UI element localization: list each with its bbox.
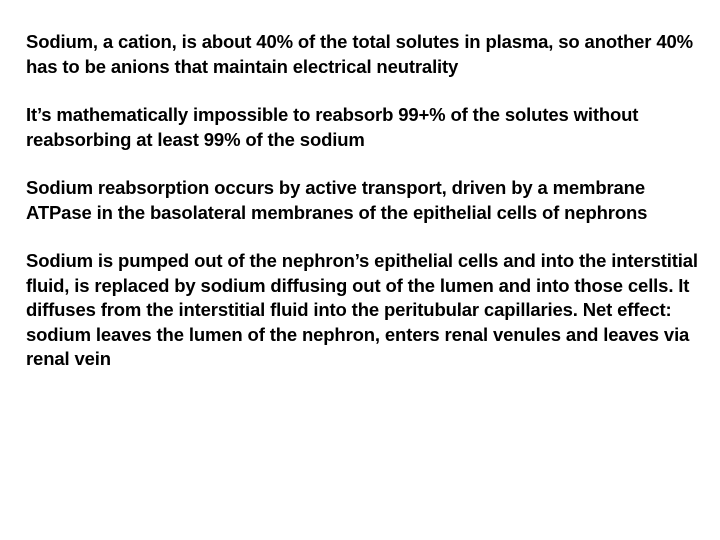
paragraph-sodium-cation: Sodium, a cation, is about 40% of the total solutes in plasma, so another 40% has to be anions that maintain electrical neutrality [26,31,693,77]
paragraph-sodium-pumped: Sodium is pumped out of the nephron’s epithelial cells and into the interstitial fluid, is replaced by sodium diffusing out of the lumen and into those cells. It diffuses from the interstitial fluid into the peritubular capillaries. Net effect: sodium leaves the lumen of the nephron, enters renal venules and leaves via renal vein [26,250,698,369]
slide-body [26,30,706,396]
paragraph-reabsorb-impossible: It’s mathematically impossible to reabsorb 99+% of the solutes without reabsorbing at least 99% of the sodium [26,104,639,150]
paragraph-active-transport: Sodium reabsorption occurs by active transport, driven by a membrane ATPase in the basolateral membranes of the epithelial cells of nephrons [26,177,648,223]
